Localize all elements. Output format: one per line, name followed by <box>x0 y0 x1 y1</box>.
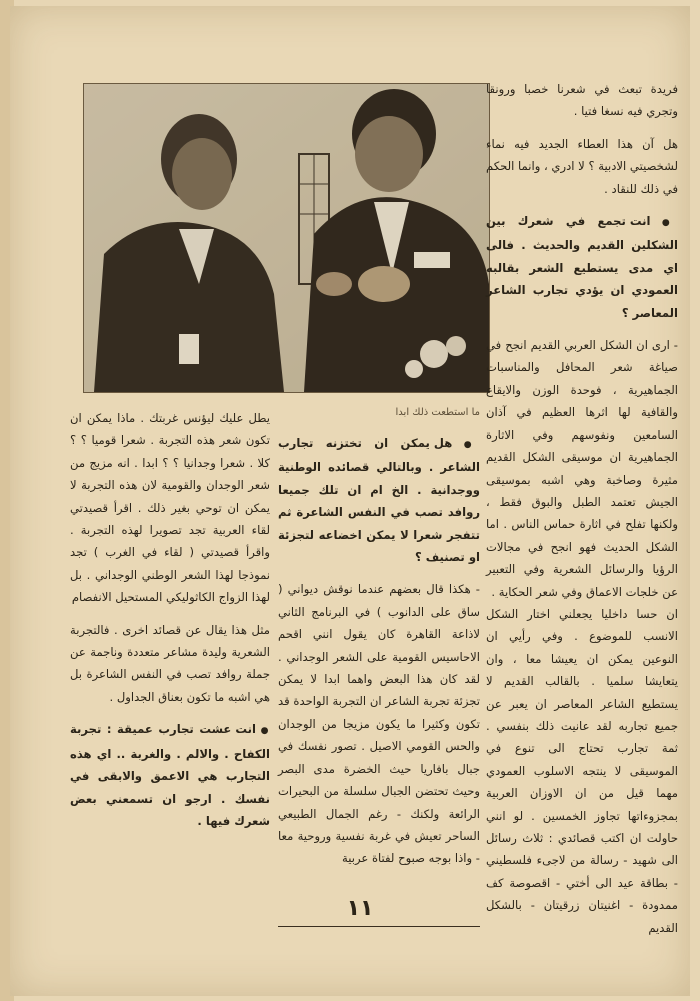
paragraph: هل آن هذا العطاء الجديد فيه نماء لشخصيتي الادبية ؟ لا ادري ، وانما الحكم في ذلك للنقاد . <box>485 136 678 196</box>
interview-question: ● انت تجمع في شعرك بين الشكلين القديم والحديث . فالى اي مدى يستطيع الشعر بقالبه العمودي ان يؤدي تجارب الشاعر المعاصر ؟ <box>486 210 678 324</box>
interview-photo <box>83 83 490 393</box>
column-left <box>70 407 270 832</box>
interview-question: ● هل يمكن ان تختزنه تجارب الشاعر . وبالتالي قصائده الوطنية ووجدانية . الخ ام ان تلك جميعا روافد تصب في النفس الشاعرة ثم تتفجر شعرا لا يمكن اخضاعه لتجزئة او تصنيف ؟ <box>278 432 480 568</box>
photo-illustration <box>84 84 489 392</box>
column-right <box>486 78 678 939</box>
interview-answer: ان حسا داخليا يجعلني اختار الشكل الانسب للموضوع . وفي رأيي ان النوعين يمكن ان يعيشا معا ، وان يتعايشا سلميا . بالقالب القديم لا يستطيع الشاعر المعاصر ان يعبر عن جميع تجاربه لقد عانيت ذلك بنفسي . ثمة تجارب تحتاج الى تنوع في الموسيقى لا ينتجه الاسلوب العمودي مهما قيل من ان الاوزان العربية بمجزوءاتها تجاوز الخمسين . لو انني حاولت ان اكتب قصائدي : ثلاث رسائل الى شهيد - رسالة من لاجىء فلسطيني - بطاقة عيد الى أختي - اقصوصة كف ممدودة - اغنيتان زرقيتان - بالشكل القديم <box>486 606 678 935</box>
photo-caption: ما استطعت ذلك ابدا <box>395 407 480 418</box>
page-number: ١١ <box>346 896 374 921</box>
paragraph: فريدة تبعث في شعرنا خصبا ورونقا وتجري فيه نسغا فتيا . <box>486 82 678 119</box>
interview-answer: - هكذا قال بعضهم عندما نوقش ديواني ( ساق على الدانوب ) في البرنامج الثاني لاذاعة القاهرة كان يقول انني اقحم الاحاسيس القومية على الشعر الوجداني . لقد كان هذا البعض واهما ابدا لا يمكن تجزئة تجربة الشاعر ان التجربة الواحدة قد تكون وكثيرا ما يكون مزيجا من الوجدان والحس القومي الاصيل . تصور نفسك في جبال بافاريا حيث الخضرة مدى البصر وحيث تحتضن الجبال سلسلة من البحيرات الرائعة ولكنك - رغم الجمال الطبيعي الساحر تعيش في غربة نفسية وروحية معا - واذا بوجه صبوح لفتاة عربية <box>278 582 480 866</box>
paragraph: يطل عليك ليؤنس غربتك . ماذا يمكن ان تكون شعر هذه التجربة . شعرا قوميا ؟ ؟ كلا . شعرا وجدانيا ؟ ؟ ابدا . انه مزيج من شعر الوجدان والقومية لان هذه التجربة لا يمكن ان توحي بغير ذلك . اقرأ قصيدتي لقاء العربية تجد تصويرا لهذه التجربة . واقرأ قصيدتي ( لقاء في الغرب ) تجد نموذجا لهذا الشعر الوطني الوجداني . بل لهذا الزواج الكاثوليكي المستحيل الانفصام <box>70 411 270 605</box>
interview-answer: - ارى ان الشكل العربي القديم انجح في صياغة شعر المحافل والمناسبات الجماهيرية ، فوحدة الوزن والايقاع والقافية لها اثرها العظيم في آذان السامعين ونفوسهم وفي الاثارة الجماهيرية ان موسيقى الشكل القديم مثيرة وصاخبة وهي اشبه بموسيقى الجيش تعتمد الطبل والبوق فقط ، ولكنها تفلح في اثارة حماس الناس . اما الشكل الحديث فهو انجح في مجالات الرؤيا والرسائل الشعرية وفي التعبير عن خلجات الاعماق وفي شعر الحكاية . <box>486 338 678 599</box>
column-middle <box>278 432 480 870</box>
divider <box>278 926 480 927</box>
interview-question: ● انت عشت تجارب عميقة : تجربة الكفاح . والالم . والغربة .. اي هذه التجارب هي الاعمق والابقى في نفسك . ارجو ان تسمعني بعض شعرك فيها . <box>70 718 270 832</box>
paragraph: مثل هذا يقال عن قصائد اخرى . فالتجربة الشعرية وليدة مشاعر متعددة وناجمة عن جملة روافد تصب في النفس الشاعرة بل هي اشبه ما تكون بعناق الجداول . <box>70 622 270 704</box>
